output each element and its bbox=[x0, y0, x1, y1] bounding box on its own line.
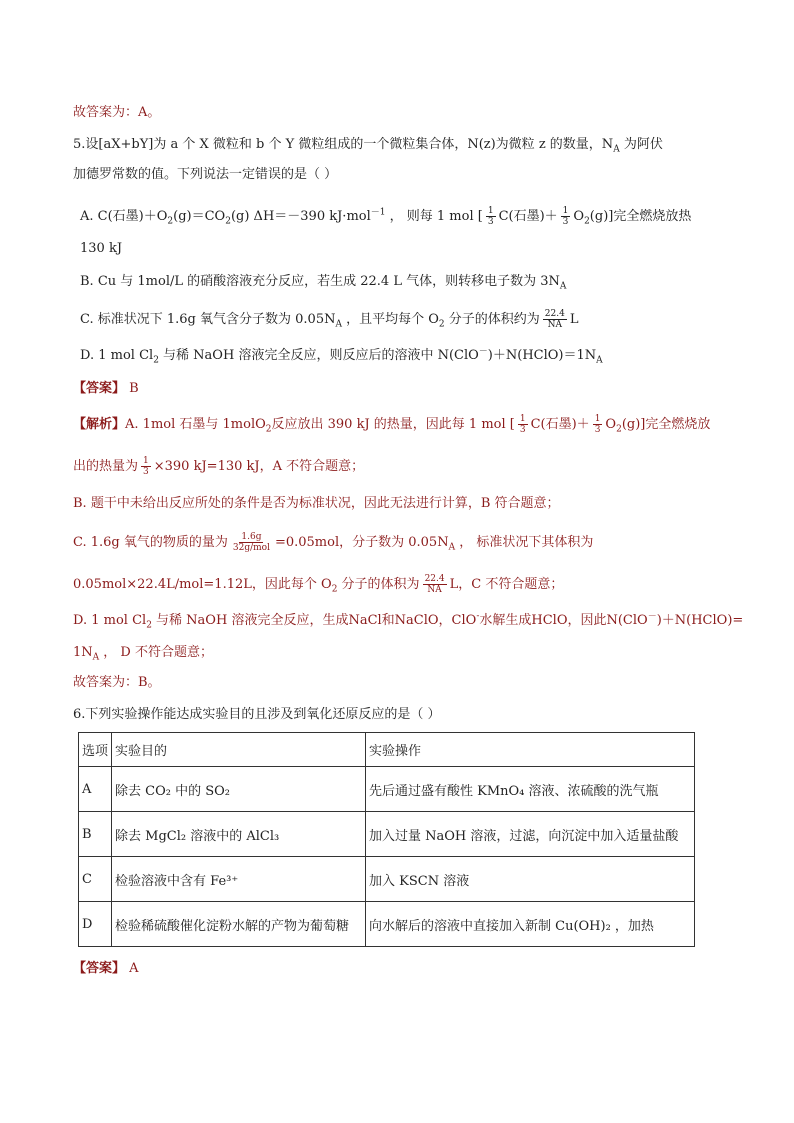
q5-option-c: C. 标准状况下 1.6g 氧气含分子数为 $0.05N_A$ ，且平均每个 $O_2$ 分子的体积约为 $\frac{22.4}{NA}$ L bbox=[80, 309, 579, 330]
q6-answer: 【答案】 A bbox=[73, 961, 139, 976]
q5-analysis-b: B. 题干中未给出反应所处的条件是否为标准状况，因此无法进行计算，B 符合题意； bbox=[73, 496, 560, 511]
q6-stem: 6.下列实验操作能达成实验目的且涉及到氧化还原反应的是（ ） bbox=[73, 707, 441, 722]
table-header-cell: 实验操作 bbox=[366, 733, 695, 767]
fraction-22.4-over-na: $\frac{22.4}{NA}$ bbox=[424, 574, 445, 595]
table-row bbox=[79, 767, 695, 812]
table-header-row bbox=[79, 733, 695, 767]
fraction-22.4-over-na: $\frac{22.4}{NA}$ bbox=[544, 309, 565, 330]
table-header-cell: 实验目的 bbox=[112, 733, 366, 767]
table-header-cell: 选项 bbox=[79, 733, 112, 767]
fraction-one-third: $\frac{1}{3}$ bbox=[487, 206, 494, 227]
table-cell: C bbox=[79, 857, 112, 902]
q5-option-a-line2: 130 kJ bbox=[80, 241, 123, 256]
table-cell: D bbox=[79, 902, 112, 947]
table-row bbox=[79, 857, 695, 902]
fraction-one-third: $\frac{1}{3}$ bbox=[143, 456, 149, 477]
table-cell: 检验稀硫酸催化淀粉水解的产物为葡萄糖 bbox=[112, 902, 366, 947]
fraction-one-third: $\frac{1}{3}$ bbox=[562, 206, 569, 227]
table-cell: A bbox=[79, 767, 112, 812]
q5-analysis-c-line2: 0.05mol×22.4L/mol=1.12L，因此每个 $O_2$ 分子的体积为 $\frac{22.4}{NA}$ L，C 不符合题意； bbox=[73, 574, 564, 595]
table-cell: 除去 MgCl₂ 溶液中的 AlCl₃ bbox=[112, 812, 366, 857]
q5-stem-line2: 加德罗常数的值。下列说法一定错误的是（ ） bbox=[73, 167, 338, 182]
q5-analysis-a: 【解析】A. 1mol 石墨与 1molO$_2$反应放出 390 kJ 的热量，因此每 1 mol [ $\frac{1}{3}$ C(石墨)＋ $\frac{1}{3}$ $O_2(g)$]完全燃烧放 bbox=[73, 414, 711, 435]
q5-final-answer: 故答案为：B。 bbox=[73, 675, 161, 690]
q5-option-d: D. 1 mol $Cl_2$ 与稀 NaOH 溶液完全反应，则反应后的溶液中 $N(ClO^-)+N(HClO)=1N_A$ bbox=[80, 346, 603, 366]
fraction-one-third: $\frac{1}{3}$ bbox=[519, 414, 526, 435]
q6-table bbox=[78, 732, 695, 947]
q5-option-a: A. C(石墨)$+O_2(g)=CO_2(g)$ ΔH＝－390 kJ·mol$^{-1}$ ， 则每 1 mol [ $\frac{1}{3}$ C(石墨)＋ $\frac{1}{3}$ $O_2(g)$]完全燃烧放热 bbox=[80, 206, 692, 227]
q5-stem-line1: 5.设[aX+bY]为 a 个 X 微粒和 b 个 Y 微粒组成的一个微粒集合体，N(z)为微粒 z 的数量，$N_A$ 为阿伏 bbox=[73, 137, 663, 155]
q5-analysis-c: C. 1.6g 氧气的物质的量为 $\frac{1.6g}{\text{32g/mol}}$ =0.05mol，分子数为 $0.05N_A$ ， 标准状况下其体积为 bbox=[73, 532, 594, 553]
q5-option-b: B. Cu 与 1mol/L 的硝酸溶液充分反应，若生成 22.4 L 气体，则转移电子数为 $3N_A$ bbox=[80, 274, 567, 292]
table-cell: 加入过量 NaOH 溶液，过滤，向沉淀中加入适量盐酸 bbox=[366, 812, 695, 857]
q5-analysis-d: D. 1 mol $Cl_2$ 与稀 NaOH 溶液完全反应，生成NaCl和NaClO，ClO-水解生成HClO，因此N(ClO－)＋N(HClO)= bbox=[73, 611, 744, 631]
q4-answer-line: 故答案为：A。 bbox=[73, 105, 161, 120]
q5-analysis-a-line2: 出的热量为 $\frac{1}{3}$ ×390 kJ=130 kJ，A 不符合题意； bbox=[73, 456, 365, 477]
fraction-1.6g-over-32g-mol: $\frac{1.6g}{\text{32g/mol}}$ bbox=[232, 532, 270, 553]
table-cell: 除去 CO₂ 中的 SO₂ bbox=[112, 767, 366, 812]
table-cell: B bbox=[79, 812, 112, 857]
table-row bbox=[79, 812, 695, 857]
table-cell: 检验溶液中含有 Fe³⁺ bbox=[112, 857, 366, 902]
table-row bbox=[79, 902, 695, 947]
table-cell: 先后通过盛有酸性 KMnO₄ 溶液、浓硫酸的洗气瓶 bbox=[366, 767, 695, 812]
q5-analysis-d-line2: $1N_A$ ， D 不符合题意； bbox=[73, 645, 213, 663]
table-cell: 加入 KSCN 溶液 bbox=[366, 857, 695, 902]
table-cell: 向水解后的溶液中直接加入新制 Cu(OH)₂ ，加热 bbox=[366, 902, 695, 947]
q5-answer: 【答案】 B bbox=[73, 381, 139, 396]
fraction-one-third: $\frac{1}{3}$ bbox=[594, 414, 601, 435]
